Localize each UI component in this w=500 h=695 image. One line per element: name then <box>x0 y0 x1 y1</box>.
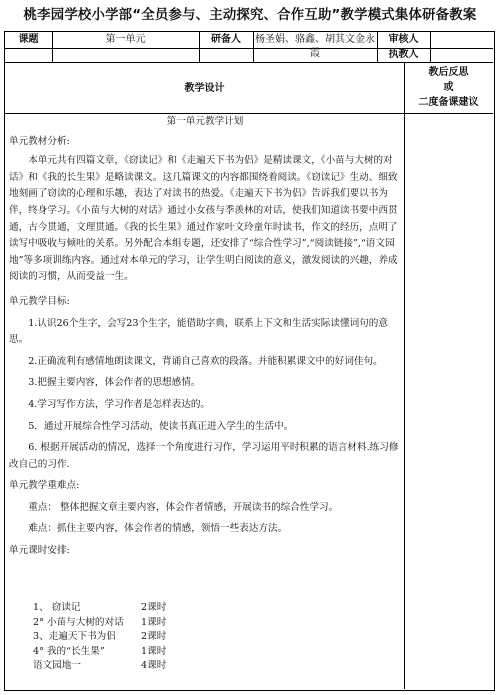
schedule-hours: 2课时 <box>141 631 167 642</box>
schedule-row <box>33 645 166 660</box>
lesson-plan-table <box>4 31 495 691</box>
document-title: 桃李园学校小学部“全员参与、主动探究、合作互助”教学模式集体研备教案 <box>23 8 477 23</box>
preparer-names: 杨圣娟、骆鑫、胡其文金永霞 <box>255 34 375 59</box>
col-divider <box>404 62 405 689</box>
schedule-item: 语文园地一 <box>33 660 81 671</box>
schedule-item: 1、 窃读记 <box>33 602 81 613</box>
analysis-text: 本单元共有四篇文章，《窃读记》和《走遍天下书为侣》是精读课文，《小苗与大树的对话》和《我的长生果》是略读课文。这几篇课文的内容都围绕着阅读。《窃读记》生动、细致地刻画了窃读的心理和乐趣，表达了对读书的热爱。《走遍天下书为侣》告诉我们要以书为伴，终身学习。《小苗与大树的对话》通过小女孩与季羡林的对话，使我们知道读书要中西贯通，古今贯通，文理贯通。《我的长生果》通过作家叶文玲童年时读书，作文的经历，点明了读写中吸收与倾吐的关系。另外配合本组专题，还安排了“综合性学习”,“阅读链接”,“语文园地”等多项训练内容。通过对本单元的学习，让学生明白阅读的意义，激发阅读的兴趣，养成阅读的习惯，从而受益一生。 <box>9 155 398 283</box>
col-divider <box>430 32 431 62</box>
topic-value: 第一单元 <box>105 34 146 45</box>
schedule-row <box>33 601 166 616</box>
reflection-line: 教后反思 <box>428 67 469 78</box>
goal-item: 5．通过开展综合性学习活动，使读书真正进入学生的生活中。 <box>28 420 294 432</box>
topic-label: 课题 <box>18 34 39 45</box>
schedule-item: 3、走遍天下书为侣 <box>33 631 116 642</box>
keypoints-heading: 单元教学重难点: <box>9 480 80 492</box>
goals-heading: 单元教学目标: <box>9 295 70 307</box>
row-divider <box>5 62 493 63</box>
reflection-line: 或 <box>443 82 454 93</box>
difficulty: 难点：抓住主要内容，体会作者的情感，领悟一些表达方法。 <box>28 523 288 535</box>
schedule-item: 4° 我的“长生果” <box>33 645 105 657</box>
goal-item: 4.学习写作方法，学习作者是怎样表达的。 <box>28 398 211 410</box>
reflection-line: 二度备课建议 <box>418 97 479 108</box>
schedule-list <box>33 601 166 674</box>
schedule-hours: 2课时 <box>141 602 167 613</box>
schedule-row <box>33 659 166 674</box>
analysis-heading: 单元教材分析: <box>9 135 70 147</box>
schedule-row <box>33 630 166 645</box>
lesson-body <box>9 113 401 560</box>
col-divider <box>253 32 254 62</box>
schedule-item: 2° 小苗与大树的对话 <box>33 616 124 628</box>
goal-item: 6. 根据开展活动的情况，选择一个角度进行习作，学习运用平时积累的语言材料.练习修改自己的习作. <box>9 442 399 470</box>
schedule-row <box>33 616 166 631</box>
goal-item: 1.认识26个生字，会写23个生字，能借助字典，联系上下文和生活实际读懂词句的意思。 <box>9 317 388 346</box>
schedule-heading: 单元课时安排: <box>9 545 70 557</box>
preparer-label: 研备人 <box>211 34 241 45</box>
key-point: 重点： 整体把握文章主要内容，体会作者情感，开展读书的综合性学习。 <box>28 501 339 513</box>
goal-item: 2.正确流利有感情地朗读课文，背诵自己喜欢的段落。并能积累课文中的好词佳句。 <box>28 355 383 367</box>
plan-title: 第一单元教学计划 <box>166 116 244 127</box>
schedule-hours: 4课时 <box>141 660 167 671</box>
schedule-hours: 1课时 <box>141 645 167 657</box>
design-label: 教学设计 <box>184 83 225 94</box>
teacher-label: 执教人 <box>388 49 419 60</box>
goal-item: 3.把握主要内容，体会作者的思想感情。 <box>28 377 201 389</box>
schedule-hours: 1课时 <box>141 616 167 628</box>
reviewer-label: 审核人 <box>388 34 419 45</box>
reflection-label <box>404 65 493 110</box>
